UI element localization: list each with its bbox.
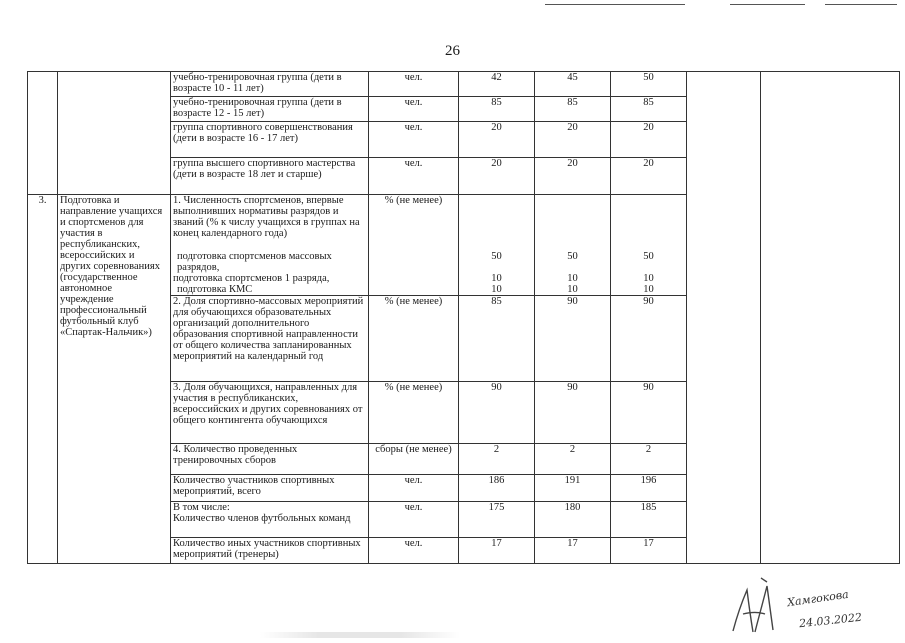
indicator-cell xyxy=(171,502,369,538)
indicator-cell: учебно-тренировочная группа (дети в возрасте 12 - 15 лет) xyxy=(171,97,369,122)
indicator-cell: группа спортивного совершенствования (дети в возрасте 16 - 17 лет) xyxy=(171,122,369,158)
value-cell: 10 xyxy=(459,284,535,296)
value-cell: 2 xyxy=(459,444,535,475)
value-cell: 175 xyxy=(459,502,535,538)
value-cell: 45 xyxy=(535,72,611,97)
value-cell: 10 xyxy=(535,273,611,284)
indicator-cell: 4. Количество проведенных тренировочных сборов xyxy=(171,444,369,475)
unit-cell: сборы (не менее) xyxy=(369,444,459,475)
indicator-cell: Количество участников спортивных мероприятий, всего xyxy=(171,475,369,502)
indicator-cell: 2. Доля спортивно-массовых мероприятий для обучающихся образовательных организаций дополнительного образования спортивной направленности от общего количества запланированных мероприятий на календарный год xyxy=(171,296,369,382)
value-cell: 10 xyxy=(611,284,687,296)
unit-cell: % (не менее) xyxy=(369,195,459,296)
value-cell: 2 xyxy=(611,444,687,475)
value-cell: 17 xyxy=(535,538,611,564)
value-cell: 20 xyxy=(535,122,611,158)
value-cell: 10 xyxy=(459,273,535,284)
value-cell: 42 xyxy=(459,72,535,97)
section-title-cell: Подготовка и направление учащихся и спортсменов для участия в республиканских, всероссийских и других соревнованиях (государственное автономное учреждение профессиональный футбольный клуб «Спартак-Нальчик») xyxy=(58,195,171,564)
unit-cell: чел. xyxy=(369,97,459,122)
value-cell: 50 xyxy=(611,72,687,97)
value-cell: 185 xyxy=(611,502,687,538)
table-row xyxy=(28,72,900,97)
value-cell: 90 xyxy=(611,296,687,382)
indicator-cell: учебно-тренировочная группа (дети в возрасте 10 - 11 лет) xyxy=(171,72,369,97)
unit-cell: чел. xyxy=(369,538,459,564)
value-cell: 90 xyxy=(611,382,687,444)
value-cell: 85 xyxy=(535,97,611,122)
value-cell: 10 xyxy=(611,273,687,284)
top-rule-1 xyxy=(545,4,685,5)
value-cell: 85 xyxy=(459,97,535,122)
value-cell: 20 xyxy=(459,158,535,195)
unit-cell: чел. xyxy=(369,475,459,502)
value-cell xyxy=(611,195,687,251)
unit-cell: чел. xyxy=(369,72,459,97)
empty-cell xyxy=(687,72,761,564)
value-cell: 2 xyxy=(535,444,611,475)
indicator-text: Количество членов футбольных команд xyxy=(173,513,351,524)
value-cell: 20 xyxy=(611,122,687,158)
unit-cell: % (не менее) xyxy=(369,382,459,444)
value-cell: 90 xyxy=(459,382,535,444)
handwritten-signature xyxy=(725,576,895,638)
indicator-cell: подготовка спортсменов массовых разрядов, xyxy=(171,251,369,273)
value-cell xyxy=(535,195,611,251)
value-cell: 20 xyxy=(535,158,611,195)
value-cell: 186 xyxy=(459,475,535,502)
value-cell: 191 xyxy=(535,475,611,502)
value-cell: 50 xyxy=(459,251,535,273)
indicator-cell: Количество иных участников спортивных мероприятий (тренеры) xyxy=(171,538,369,564)
unit-cell: чел. xyxy=(369,158,459,195)
page-number: 26 xyxy=(445,43,460,59)
section-cell xyxy=(58,72,171,195)
indicators-table xyxy=(27,71,900,564)
value-cell: 85 xyxy=(459,296,535,382)
value-cell: 50 xyxy=(535,251,611,273)
unit-cell: % (не менее) xyxy=(369,296,459,382)
unit-cell: чел. xyxy=(369,122,459,158)
value-cell: 90 xyxy=(535,382,611,444)
row-number-cell xyxy=(28,72,58,195)
value-cell: 50 xyxy=(611,251,687,273)
value-cell: 180 xyxy=(535,502,611,538)
indicator-cell: 1. Численность спортсменов, впервые выполнивших нормативы разрядов и званий (% к числу учащихся в группах на конец календарного года) xyxy=(171,195,369,251)
value-cell: 90 xyxy=(535,296,611,382)
top-rule-2 xyxy=(730,4,805,5)
indicator-subheading: В том числе: xyxy=(173,502,230,513)
bottom-scan-artifact xyxy=(260,632,460,638)
indicator-cell: подготовка КМС xyxy=(171,284,369,296)
value-cell: 196 xyxy=(611,475,687,502)
signature-mark-icon xyxy=(725,576,785,638)
unit-cell: чел. xyxy=(369,502,459,538)
empty-cell xyxy=(761,72,900,564)
indicator-cell: 3. Доля обучающихся, направленных для участия в республиканских, всероссийских и других соревнованиях от общего контингента обучающихся xyxy=(171,382,369,444)
indicator-cell: подготовка спортсменов 1 разряда, xyxy=(171,273,369,284)
value-cell: 20 xyxy=(459,122,535,158)
value-cell: 20 xyxy=(611,158,687,195)
signature-name: Хамгокова xyxy=(786,587,850,610)
top-rule-3 xyxy=(825,4,897,5)
value-cell xyxy=(459,195,535,251)
value-cell: 85 xyxy=(611,97,687,122)
indicator-cell: группа высшего спортивного мастерства (дети в возрасте 18 лет и старше) xyxy=(171,158,369,195)
value-cell: 17 xyxy=(611,538,687,564)
value-cell: 17 xyxy=(459,538,535,564)
row-number-cell: 3. xyxy=(28,195,58,564)
signature-date: 24.03.2022 xyxy=(798,610,863,631)
value-cell: 10 xyxy=(535,284,611,296)
